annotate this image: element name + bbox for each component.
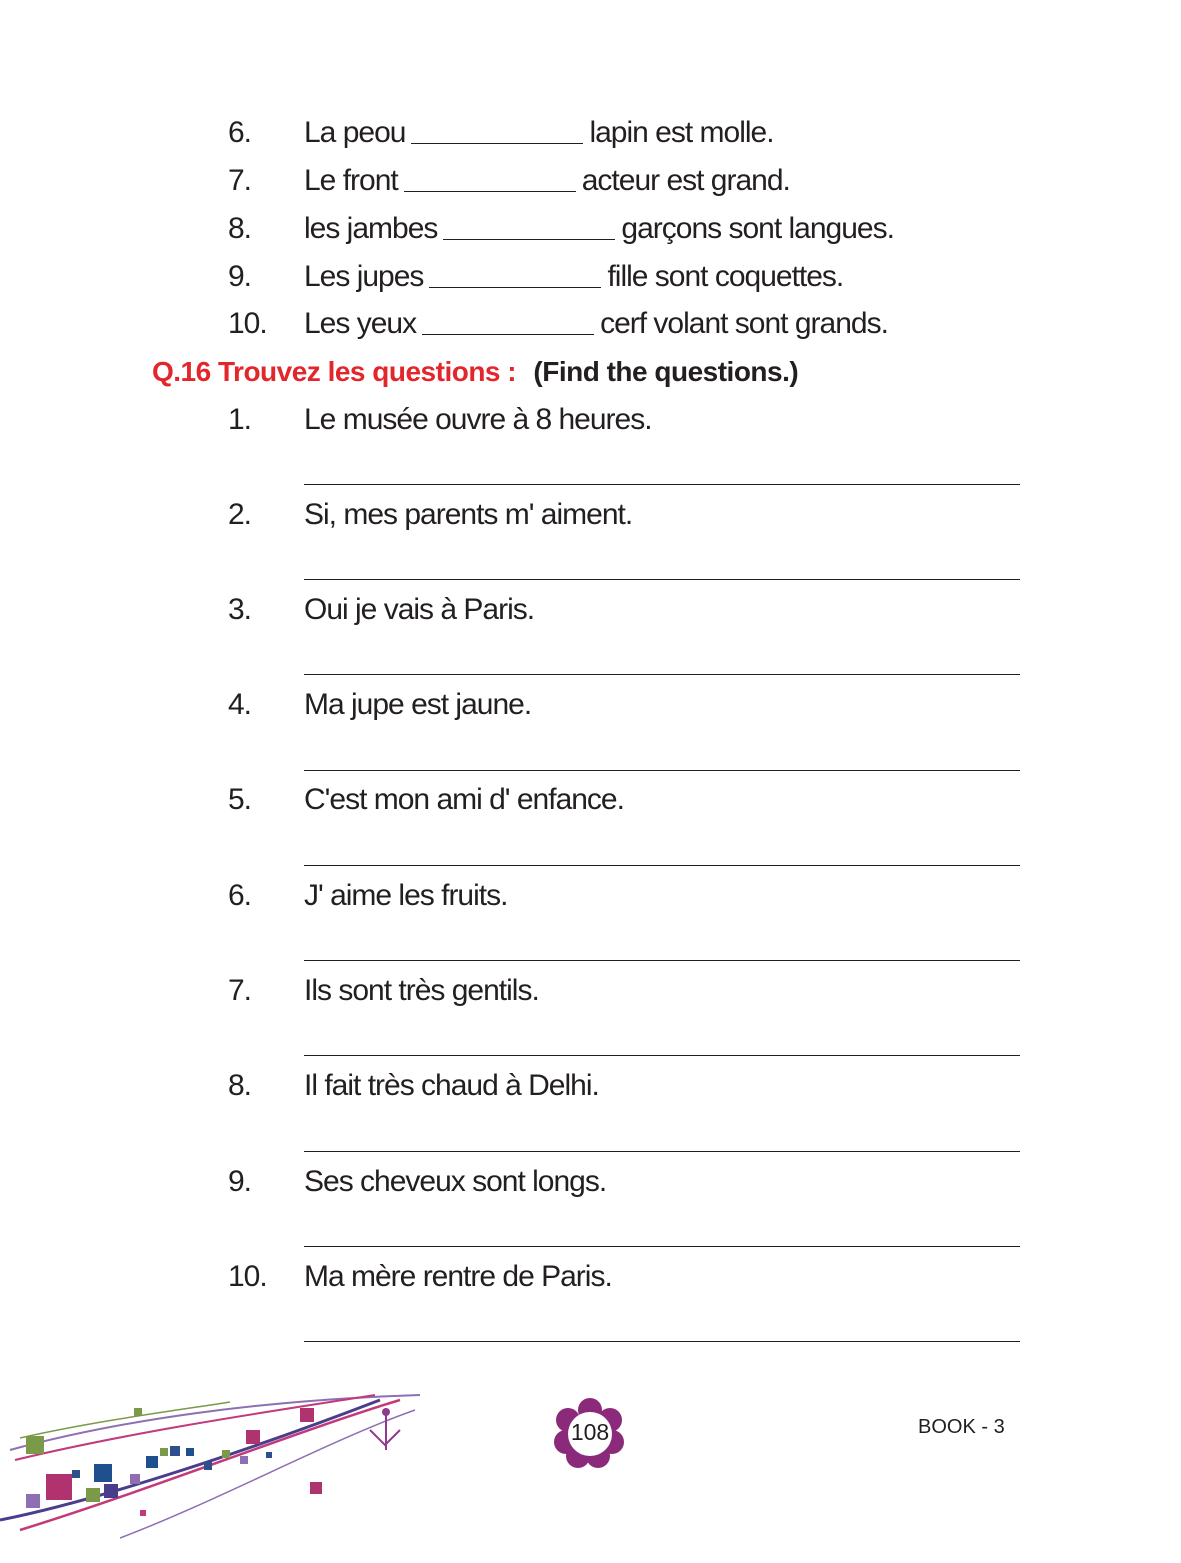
answer-line[interactable] [304,674,1020,675]
item-number: 10. [228,1260,267,1293]
statement: Ma mère rentre de Paris. [304,1260,612,1293]
item-number: 6. [228,116,252,149]
answer-line[interactable] [304,1341,1020,1342]
statement: Le musée ouvre à 8 heures. [304,403,652,436]
sentence-end: acteur est grand. [581,164,790,197]
sentence [304,161,790,201]
statement: J' aime les fruits. [304,879,508,912]
statement: Il fait très chaud à Delhi. [304,1069,599,1102]
item-number: 4. [228,688,252,721]
answer-line[interactable] [304,960,1020,961]
answer-line[interactable] [304,770,1020,771]
statement: Si, mes parents m' aiment. [304,498,633,531]
page-number: 108 [570,1419,610,1445]
decorative-swoosh-icon [0,1390,430,1540]
book-label: BOOK - 3 [918,1416,1005,1438]
answer-line[interactable] [304,579,1020,580]
statement: Oui je vais à Paris. [304,593,535,626]
sentence-end: fille sont coquettes. [607,260,844,293]
answer-line[interactable] [304,1246,1020,1247]
sentence [304,304,888,344]
question-translation: (Find the questions.) [533,356,799,387]
sentence [304,257,843,297]
item-number: 1. [228,403,252,436]
item-number: 9. [228,1165,252,1198]
item-number: 7. [228,974,252,1007]
statement: Ma jupe est jaune. [304,688,532,721]
sentence-end: garçons sont langues. [621,212,894,245]
item-number: 8. [228,1069,252,1102]
item-number: 2. [228,498,252,531]
section-heading [152,352,798,392]
statement: C'est mon ami d' enfance. [304,783,624,816]
item-number: 8. [228,212,252,245]
item-number: 6. [228,879,252,912]
blank-field[interactable] [411,121,583,144]
blank-field[interactable] [443,217,615,240]
sentence-start: les jambes [304,212,438,245]
statement: Ses cheveux sont longs. [304,1165,607,1198]
answer-line[interactable] [304,1055,1020,1056]
item-number: 10. [228,307,267,340]
item-number: 9. [228,260,252,293]
statement: Ils sont très gentils. [304,974,539,1007]
sentence-start: Les jupes [304,260,424,293]
answer-line[interactable] [304,865,1020,866]
item-number: 7. [228,164,252,197]
question-label: Q.16 Trouvez les questions : [152,356,517,387]
blank-field[interactable] [422,312,594,335]
sentence [304,209,894,249]
sentence-start: La peou [304,116,406,149]
sentence-start: Le front [304,164,398,197]
sentence-start: Les yeux [304,307,417,340]
sentence-end: lapin est molle. [589,116,774,149]
item-number: 5. [228,783,252,816]
blank-field[interactable] [429,265,601,288]
sentence-end: cerf volant sont grands. [600,307,888,340]
blank-field[interactable] [404,169,576,192]
answer-line[interactable] [304,1151,1020,1152]
answer-line[interactable] [304,484,1020,485]
sentence [304,113,774,153]
item-number: 3. [228,593,252,626]
